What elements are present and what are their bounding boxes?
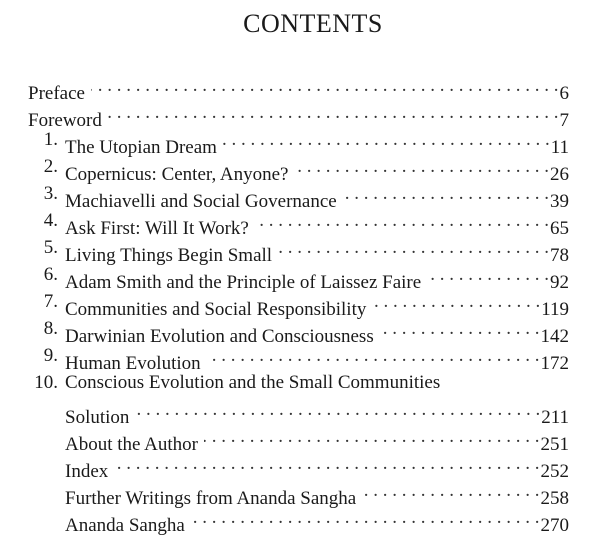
toc-entry-chapter-7[interactable]: [0, 288, 600, 320]
dot-leader: [207, 342, 540, 369]
toc-entry-title: Living Things Begin Small: [65, 245, 273, 266]
chapter-number: 7.: [43, 291, 58, 312]
toc-entry-page: 7: [559, 110, 569, 131]
toc-entry-title: Adam Smith and the Principle of Laissez Faire: [65, 272, 422, 293]
dot-leader: [427, 261, 549, 288]
toc-entry-title: Copernicus: Center, Anyone?: [65, 164, 289, 185]
toc-entry-page: 26: [550, 164, 569, 185]
toc-entry-title: Preface: [28, 83, 85, 104]
toc-entry-title: Foreword: [28, 110, 102, 131]
dot-leader: [91, 72, 559, 99]
toc-entry-title: Darwinian Evolution and Consciousness: [65, 326, 374, 347]
chapter-number: 4.: [43, 210, 58, 231]
toc-entry-title: The Utopian Dream: [65, 137, 217, 158]
chapter-number: 9.: [43, 345, 58, 366]
dot-leader: [135, 396, 540, 423]
toc-entry-ananda-sangha[interactable]: [0, 504, 600, 536]
toc-entry-further-writings[interactable]: [0, 477, 600, 509]
toc-entry-chapter-1[interactable]: [0, 126, 600, 158]
toc-entry-page: 258: [540, 488, 569, 509]
dot-leader: [108, 99, 559, 126]
toc-entry-chapter-10-continued[interactable]: [0, 396, 600, 428]
chapter-number: 5.: [43, 237, 58, 258]
dot-leader: [204, 423, 540, 450]
toc-entry-chapter-3[interactable]: [0, 180, 600, 212]
toc-entry-title: Machiavelli and Social Governance: [65, 191, 337, 212]
toc-entry-page: 211: [541, 407, 569, 428]
page-title: CONTENTS: [243, 9, 383, 38]
chapter-number: 1.: [43, 129, 58, 150]
chapter-number: 2.: [43, 156, 58, 177]
toc-entry-page: 11: [550, 137, 569, 158]
toc-entry-title: Further Writings from Ananda Sangha: [65, 488, 357, 509]
toc-entry-chapter-5[interactable]: [0, 234, 600, 266]
toc-entry-title: Conscious Evolution and the Small Communities: [65, 372, 441, 393]
toc-entry-title: Ananda Sangha: [65, 515, 185, 536]
toc-entry-page: 39: [550, 191, 569, 212]
toc-entry-page: 252: [540, 461, 569, 482]
toc-entry-page: 270: [540, 515, 569, 536]
chapter-number: 3.: [43, 183, 58, 204]
toc-entry-title: Ask First: Will It Work?: [65, 218, 249, 239]
toc-entry-page: 119: [541, 299, 569, 320]
dot-leader: [191, 504, 540, 531]
toc-entry-title: Human Evolution: [65, 353, 201, 374]
dot-leader: [372, 288, 540, 315]
toc-entry-chapter-8[interactable]: [0, 315, 600, 347]
toc-entry-page: 6: [559, 83, 569, 104]
toc-entry-chapter-4[interactable]: [0, 207, 600, 239]
toc-entry-title: Index: [65, 461, 109, 482]
chapter-number: 8.: [43, 318, 58, 339]
toc-entry-chapter-9[interactable]: [0, 342, 600, 374]
toc-entry-page: 251: [540, 434, 569, 455]
toc-entry-title: About the Author: [65, 434, 198, 455]
toc-entry-chapter-2[interactable]: [0, 153, 600, 185]
dot-leader: [380, 315, 540, 342]
toc-entry-title: Communities and Social Responsibility: [65, 299, 367, 320]
dot-leader: [223, 126, 550, 153]
dot-leader: [255, 207, 549, 234]
toc-entry-preface[interactable]: [0, 72, 600, 104]
chapter-number: 10.: [34, 372, 58, 393]
toc-entry-page: 92: [550, 272, 569, 293]
dot-leader: [343, 180, 549, 207]
dot-leader: [114, 450, 539, 477]
toc-entry-foreword[interactable]: [0, 99, 600, 131]
dot-leader: [362, 477, 539, 504]
chapter-number: 6.: [43, 264, 58, 285]
toc-entry-page: 65: [550, 218, 569, 239]
toc-entry-page: 172: [540, 353, 569, 374]
toc-entry-chapter-10[interactable]: [0, 369, 600, 396]
dot-leader: [295, 153, 550, 180]
toc-entry-page: 142: [540, 326, 569, 347]
toc-entry-chapter-6[interactable]: [0, 261, 600, 293]
dot-leader: [278, 234, 549, 261]
toc-entry-page: 78: [550, 245, 569, 266]
toc-entry-about-the-author[interactable]: [0, 423, 600, 455]
toc-entry-title: Solution: [65, 407, 130, 428]
toc-entry-index[interactable]: [0, 450, 600, 482]
